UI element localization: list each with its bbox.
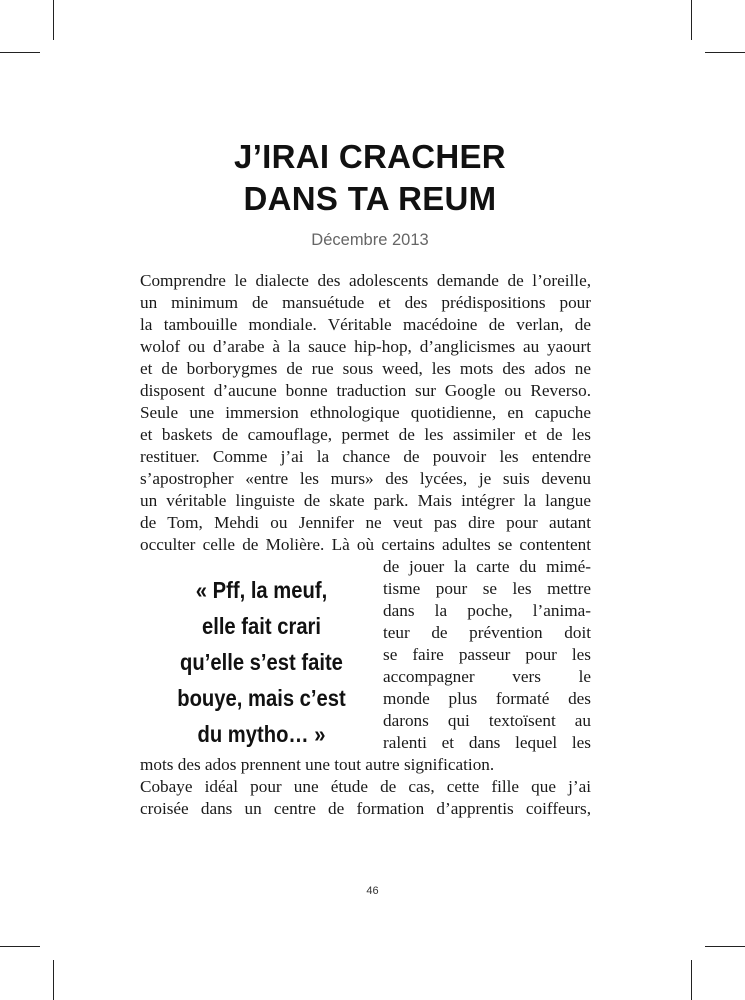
body-line: et de borborygmes de rue sous weed, les mots des ados ne xyxy=(140,359,591,378)
pull-quote-line: « Pff, la meuf, xyxy=(195,577,328,603)
crop-mark xyxy=(691,0,692,40)
pull-quote-line: qu’elle s’est faite xyxy=(180,649,343,675)
body-line: un véritable linguiste de skate park. Mais intégrer la langue xyxy=(140,491,591,510)
body-line: un minimum de mansuétude et des prédispositions pour xyxy=(140,293,591,312)
crop-mark xyxy=(705,52,745,53)
crop-mark xyxy=(0,946,40,947)
crop-mark xyxy=(691,960,692,1000)
crop-mark xyxy=(53,0,54,40)
body-line: Cobaye idéal pour une étude de cas, cette fille que j’ai xyxy=(140,777,591,796)
body-line: de jouer la carte du mimé- xyxy=(383,557,591,576)
body-line: de Tom, Mehdi ou Jennifer ne veut pas dire pour autant xyxy=(140,513,591,532)
body-line: occulter celle de Molière. Là où certains adultes se contentent xyxy=(140,535,591,554)
body-line: se faire passeur pour les xyxy=(383,645,591,664)
body-line: dans la poche, l’anima- xyxy=(383,601,591,620)
crop-mark xyxy=(0,52,40,53)
body-line: restituer. Comme j’ai la chance de pouvoir les entendre xyxy=(140,447,591,466)
body-line: Comprendre le dialecte des adolescents demande de l’oreille, xyxy=(140,271,591,290)
body-line: tisme pour se les mettre xyxy=(383,579,591,598)
article-date: Décembre 2013 xyxy=(311,231,429,249)
body-line: croisée dans un centre de formation d’apprentis coiffeurs, xyxy=(140,799,591,818)
pull-quote xyxy=(166,572,358,752)
body-line: wolof ou d’arabe à la sauce hip-hop, d’anglicismes au yaourt xyxy=(140,337,591,356)
body-line: monde plus formaté des xyxy=(383,689,591,708)
pull-quote-line: bouye, mais c’est xyxy=(177,685,346,711)
title-line: DANS TA REUM xyxy=(243,180,497,217)
body-line: darons qui textoïsent au xyxy=(383,711,591,730)
body-line: et baskets de camouflage, permet de les assimiler et de les xyxy=(140,425,591,444)
page-number: 46 xyxy=(366,885,379,897)
body-line: accompagner vers le xyxy=(383,667,591,686)
body-line: la tambouille mondiale. Véritable macédoine de verlan, de xyxy=(140,315,591,334)
title-line: J’IRAI CRACHER xyxy=(234,138,506,175)
body-line: ralenti et dans lequel les xyxy=(383,733,591,752)
article-title xyxy=(140,136,600,220)
pull-quote-line: elle fait crari xyxy=(201,613,322,639)
pull-quote-line: du mytho… » xyxy=(197,721,326,747)
body-line: Seule une immersion ethnologique quotidienne, en capuche xyxy=(140,403,591,422)
body-line: teur de prévention doit xyxy=(383,623,591,642)
crop-mark xyxy=(705,946,745,947)
body-line: mots des ados prennent une tout autre signification. xyxy=(140,755,495,774)
body-line: disposent d’aucune bonne traduction sur Google ou Reverso. xyxy=(140,381,591,400)
body-line: s’apostropher «entre les murs» des lycées, je suis devenu xyxy=(140,469,591,488)
crop-mark xyxy=(53,960,54,1000)
